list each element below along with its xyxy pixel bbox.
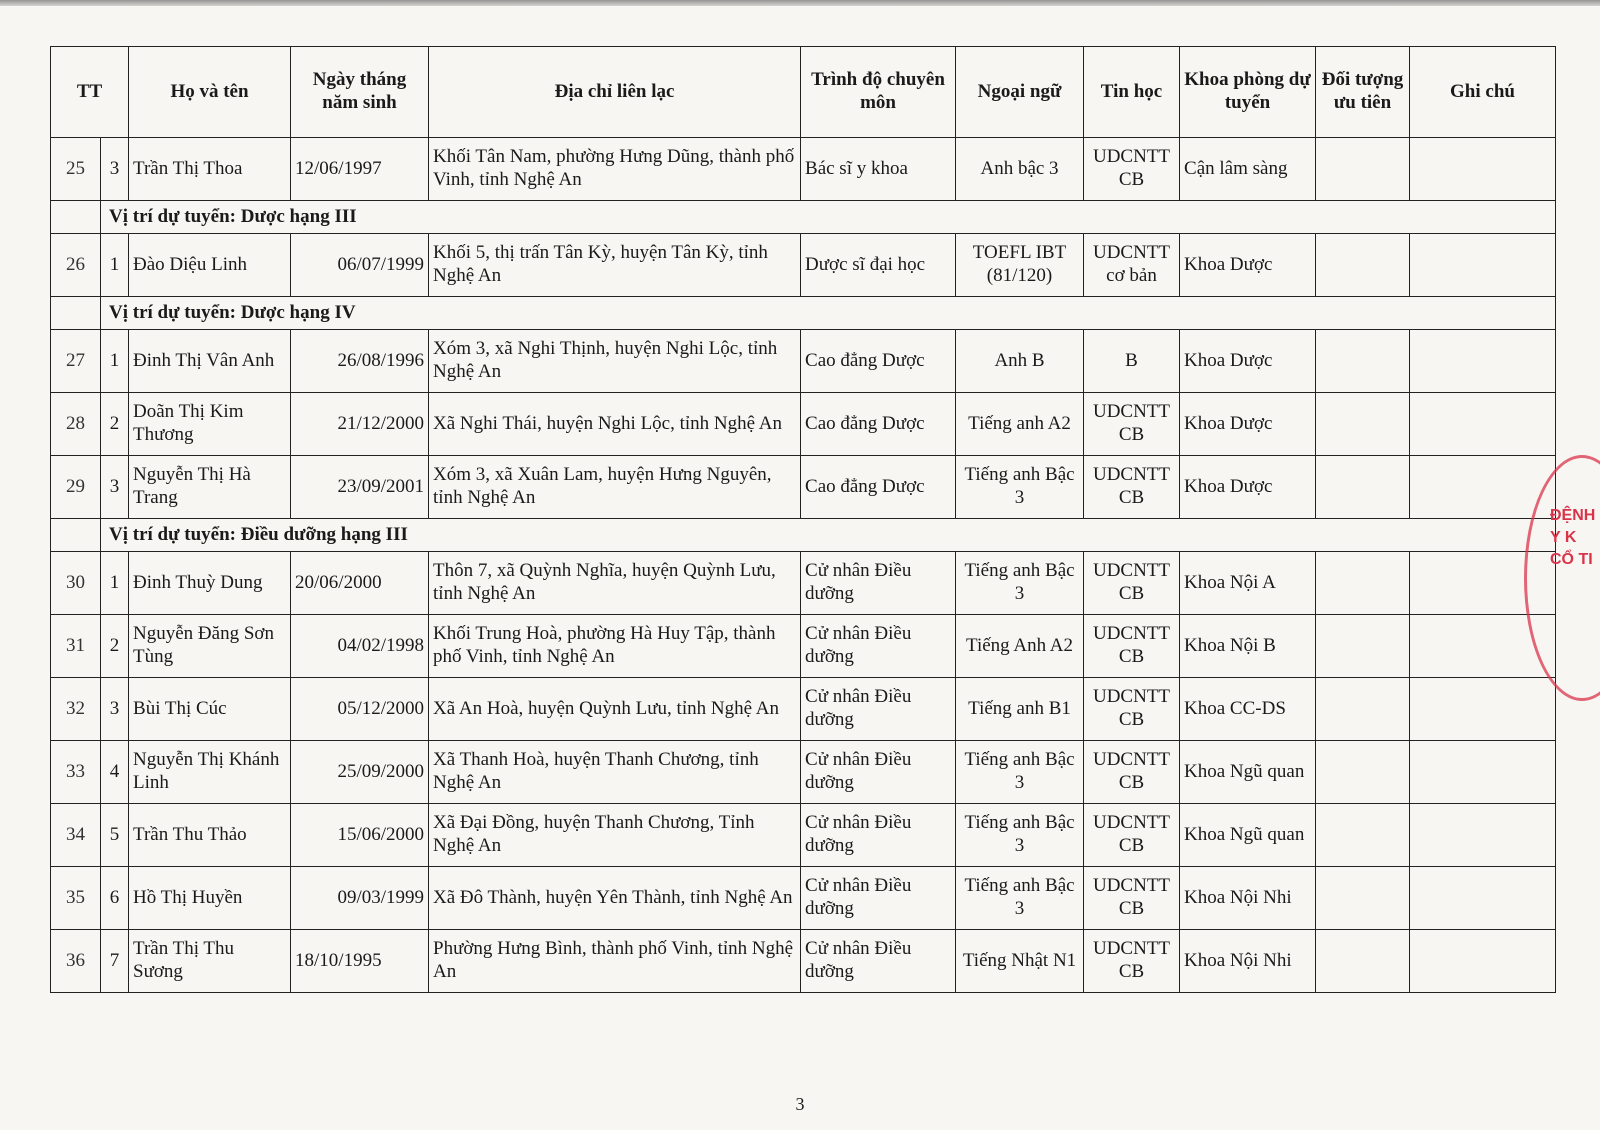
- row-priority: [1316, 678, 1410, 741]
- table-row: [51, 615, 1556, 678]
- row-address: Khối 5, thị trấn Tân Kỳ, huyện Tân Kỳ, tỉnh Nghệ An: [429, 234, 801, 297]
- row-dob: 21/12/2000: [291, 393, 429, 456]
- row-qualification: Cử nhân Điều dưỡng: [801, 867, 956, 930]
- row-department: Khoa Dược: [1180, 330, 1316, 393]
- header-name: Họ và tên: [129, 47, 291, 138]
- row-number: 34: [51, 804, 101, 867]
- row-number: 33: [51, 741, 101, 804]
- row-sub-number: 1: [101, 552, 129, 615]
- row-dob: 12/06/1997: [291, 138, 429, 201]
- table-row: [51, 456, 1556, 519]
- row-it: UDCNTT CB: [1084, 867, 1180, 930]
- row-it: UDCNTT CB: [1084, 456, 1180, 519]
- row-sub-number: 1: [101, 234, 129, 297]
- section-row: [51, 201, 1556, 234]
- row-it: UDCNTT CB: [1084, 930, 1180, 993]
- section-title: Vị trí dự tuyển: Điều dưỡng hạng III: [101, 519, 1556, 552]
- row-note: [1410, 741, 1556, 804]
- row-dob: 18/10/1995: [291, 930, 429, 993]
- candidate-table: [50, 46, 1556, 993]
- table-row: [51, 678, 1556, 741]
- row-priority: [1316, 456, 1410, 519]
- row-name: Doãn Thị Kim Thương: [129, 393, 291, 456]
- row-qualification: Cử nhân Điều dưỡng: [801, 552, 956, 615]
- row-number: 35: [51, 867, 101, 930]
- row-note: [1410, 330, 1556, 393]
- row-note: [1410, 930, 1556, 993]
- row-name: Nguyễn Thị Khánh Linh: [129, 741, 291, 804]
- section-title: Vị trí dự tuyển: Dược hạng III: [101, 201, 1556, 234]
- row-number: 26: [51, 234, 101, 297]
- row-number: 32: [51, 678, 101, 741]
- row-priority: [1316, 393, 1410, 456]
- row-it: UDCNTT CB: [1084, 741, 1180, 804]
- row-department: Khoa Nội Nhi: [1180, 930, 1316, 993]
- table-row: [51, 552, 1556, 615]
- row-name: Nguyễn Thị Hà Trang: [129, 456, 291, 519]
- row-sub-number: 7: [101, 930, 129, 993]
- row-it: UDCNTT CB: [1084, 552, 1180, 615]
- row-priority: [1316, 930, 1410, 993]
- row-address: Thôn 7, xã Quỳnh Nghĩa, huyện Quỳnh Lưu, tỉnh Nghệ An: [429, 552, 801, 615]
- row-address: Xã Thanh Hoà, huyện Thanh Chương, tỉnh Nghệ An: [429, 741, 801, 804]
- header-language: Ngoại ngữ: [956, 47, 1084, 138]
- row-priority: [1316, 615, 1410, 678]
- row-address: Xã An Hoà, huyện Quỳnh Lưu, tỉnh Nghệ An: [429, 678, 801, 741]
- row-dob: 09/03/1999: [291, 867, 429, 930]
- row-address: Xã Đại Đồng, huyện Thanh Chương, Tỉnh Nghệ An: [429, 804, 801, 867]
- row-language: Tiếng anh A2: [956, 393, 1084, 456]
- row-language: Anh B: [956, 330, 1084, 393]
- row-dob: 20/06/2000: [291, 552, 429, 615]
- row-qualification: Bác sĩ y khoa: [801, 138, 956, 201]
- row-department: Khoa Dược: [1180, 456, 1316, 519]
- row-dob: 15/06/2000: [291, 804, 429, 867]
- row-address: Khối Trung Hoà, phường Hà Huy Tập, thành phố Vinh, tỉnh Nghệ An: [429, 615, 801, 678]
- row-language: Tiếng anh Bậc 3: [956, 867, 1084, 930]
- header-department: Khoa phòng dự tuyển: [1180, 47, 1316, 138]
- row-sub-number: 3: [101, 456, 129, 519]
- row-note: [1410, 393, 1556, 456]
- row-language: Tiếng anh B1: [956, 678, 1084, 741]
- header-it: Tin học: [1084, 47, 1180, 138]
- table-row: [51, 234, 1556, 297]
- row-qualification: Cao đẳng Dược: [801, 456, 956, 519]
- row-priority: [1316, 330, 1410, 393]
- row-note: [1410, 234, 1556, 297]
- row-sub-number: 3: [101, 138, 129, 201]
- section-row: [51, 297, 1556, 330]
- top-rule: [0, 0, 1600, 6]
- row-dob: 04/02/1998: [291, 615, 429, 678]
- section-row: [51, 519, 1556, 552]
- header-qualification: Trình độ chuyên môn: [801, 47, 956, 138]
- row-name: Hồ Thị Huyền: [129, 867, 291, 930]
- row-sub-number: 1: [101, 330, 129, 393]
- row-sub-number: 2: [101, 615, 129, 678]
- row-priority: [1316, 234, 1410, 297]
- row-number: 31: [51, 615, 101, 678]
- table-row: [51, 867, 1556, 930]
- table-row: [51, 741, 1556, 804]
- row-priority: [1316, 138, 1410, 201]
- row-qualification: Dược sĩ đại học: [801, 234, 956, 297]
- row-qualification: Cử nhân Điều dưỡng: [801, 930, 956, 993]
- row-note: [1410, 138, 1556, 201]
- row-department: Cận lâm sàng: [1180, 138, 1316, 201]
- row-department: Khoa Ngũ quan: [1180, 804, 1316, 867]
- row-number: 29: [51, 456, 101, 519]
- row-priority: [1316, 552, 1410, 615]
- row-number: 25: [51, 138, 101, 201]
- row-department: Khoa CC-DS: [1180, 678, 1316, 741]
- table-row: [51, 804, 1556, 867]
- row-name: Bùi Thị Cúc: [129, 678, 291, 741]
- section-title: Vị trí dự tuyển: Dược hạng IV: [101, 297, 1556, 330]
- header-priority: Đối tượng ưu tiên: [1316, 47, 1410, 138]
- row-note: [1410, 804, 1556, 867]
- row-qualification: Cử nhân Điều dưỡng: [801, 615, 956, 678]
- row-address: Xã Nghi Thái, huyện Nghi Lộc, tỉnh Nghệ An: [429, 393, 801, 456]
- row-qualification: Cao đẳng Dược: [801, 330, 956, 393]
- row-number: 36: [51, 930, 101, 993]
- row-priority: [1316, 741, 1410, 804]
- row-address: Xóm 3, xã Nghi Thịnh, huyện Nghi Lộc, tỉnh Nghệ An: [429, 330, 801, 393]
- row-qualification: Cử nhân Điều dưỡng: [801, 804, 956, 867]
- row-note: [1410, 867, 1556, 930]
- row-it: UDCNTT CB: [1084, 615, 1180, 678]
- row-dob: 05/12/2000: [291, 678, 429, 741]
- row-sub-number: 6: [101, 867, 129, 930]
- row-name: Trần Thị Thu Sương: [129, 930, 291, 993]
- row-name: Nguyễn Đăng Sơn Tùng: [129, 615, 291, 678]
- row-it: UDCNTT CB: [1084, 804, 1180, 867]
- row-department: Khoa Dược: [1180, 393, 1316, 456]
- row-dob: 23/09/2001: [291, 456, 429, 519]
- row-priority: [1316, 867, 1410, 930]
- header-dob: Ngày tháng năm sinh: [291, 47, 429, 138]
- row-department: Khoa Dược: [1180, 234, 1316, 297]
- row-it: B: [1084, 330, 1180, 393]
- row-qualification: Cử nhân Điều dưỡng: [801, 678, 956, 741]
- row-sub-number: 2: [101, 393, 129, 456]
- header-address: Địa chỉ liên lạc: [429, 47, 801, 138]
- row-language: Tiếng anh Bậc 3: [956, 552, 1084, 615]
- row-address: Xã Đô Thành, huyện Yên Thành, tỉnh Nghệ An: [429, 867, 801, 930]
- row-department: Khoa Nội Nhi: [1180, 867, 1316, 930]
- table-row: [51, 138, 1556, 201]
- row-name: Đào Diệu Linh: [129, 234, 291, 297]
- row-sub-number: 4: [101, 741, 129, 804]
- row-name: Đinh Thuỳ Dung: [129, 552, 291, 615]
- row-number: 30: [51, 552, 101, 615]
- row-dob: 26/08/1996: [291, 330, 429, 393]
- row-name: Đinh Thị Vân Anh: [129, 330, 291, 393]
- row-address: Phường Hưng Bình, thành phố Vinh, tỉnh Nghệ An: [429, 930, 801, 993]
- row-qualification: Cử nhân Điều dưỡng: [801, 741, 956, 804]
- row-it: UDCNTT CB: [1084, 678, 1180, 741]
- row-department: Khoa Nội B: [1180, 615, 1316, 678]
- header-note: Ghi chú: [1410, 47, 1556, 138]
- row-qualification: Cao đẳng Dược: [801, 393, 956, 456]
- row-address: Xóm 3, xã Xuân Lam, huyện Hưng Nguyên, tỉnh Nghệ An: [429, 456, 801, 519]
- page-number: 3: [795, 1094, 805, 1114]
- row-dob: 25/09/2000: [291, 741, 429, 804]
- row-sub-number: 3: [101, 678, 129, 741]
- header-row: [51, 47, 1556, 138]
- row-note: [1410, 678, 1556, 741]
- row-language: Tiếng Nhật N1: [956, 930, 1084, 993]
- table-row: [51, 393, 1556, 456]
- header-tt: TT: [51, 47, 129, 138]
- table-row: [51, 930, 1556, 993]
- row-name: Trần Thu Thảo: [129, 804, 291, 867]
- row-language: Tiếng anh Bậc 3: [956, 804, 1084, 867]
- row-name: Trần Thị Thoa: [129, 138, 291, 201]
- row-it: UDCNTT cơ bản: [1084, 234, 1180, 297]
- row-language: Tiếng anh Bậc 3: [956, 741, 1084, 804]
- row-language: Anh bậc 3: [956, 138, 1084, 201]
- row-department: Khoa Nội A: [1180, 552, 1316, 615]
- row-number: 28: [51, 393, 101, 456]
- row-sub-number: 5: [101, 804, 129, 867]
- seal-text: ĐỆNH Y K CỔ TI: [1550, 507, 1596, 568]
- row-address: Khối Tân Nam, phường Hưng Dũng, thành phố Vinh, tỉnh Nghệ An: [429, 138, 801, 201]
- row-language: TOEFL IBT (81/120): [956, 234, 1084, 297]
- row-it: UDCNTT CB: [1084, 393, 1180, 456]
- row-number: 27: [51, 330, 101, 393]
- row-department: Khoa Ngũ quan: [1180, 741, 1316, 804]
- row-language: Tiếng anh Bậc 3: [956, 456, 1084, 519]
- row-priority: [1316, 804, 1410, 867]
- row-it: UDCNTT CB: [1084, 138, 1180, 201]
- row-language: Tiếng Anh A2: [956, 615, 1084, 678]
- row-dob: 06/07/1999: [291, 234, 429, 297]
- table-row: [51, 330, 1556, 393]
